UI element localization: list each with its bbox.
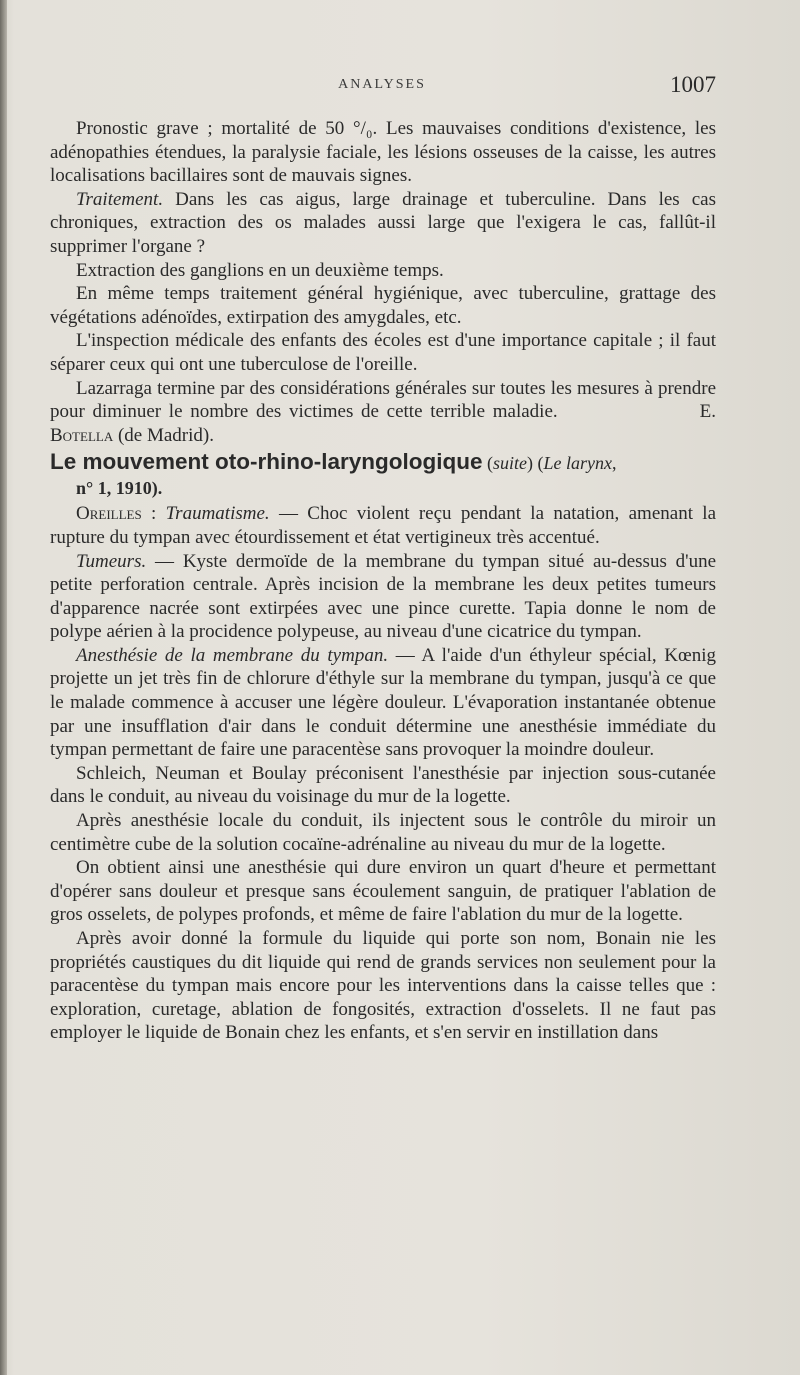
subsection-ears: Oreilles <box>76 503 142 525</box>
traumatism-label: Traumatisme. <box>165 503 270 525</box>
paragraph-text: Extraction des ganglions en un deuxième temps. <box>76 259 444 281</box>
signature-place: (de Madrid). <box>113 424 214 446</box>
book-spine-shadow <box>0 0 7 1375</box>
section-suite <box>483 453 617 473</box>
anesthesia-label: Anesthésie de la membrane du tympan. <box>76 644 389 666</box>
paragraph-text: Pronostic grave ; mortalité de 50 °/₀. Les mauvaises conditions d'existence, les adénopathies étendues, la paralysie faciale, les lésions osseuses de la caisse, les autres localisations bacillaires sont de mauvais signes. <box>50 118 716 187</box>
journal-comma: , <box>611 453 617 474</box>
paragraph-text: — Kyste dermoïde de la membrane du tympan situé au-dessus d'une petite perforation centrale. Après incision de la membrane les deux petites tumeurs d'apparence nacrée sont extirpées avec une pince curette. Tapia donne le nom de polype aérien à la procidence polypeuse, au niveau d'une cicatrice du tympan. <box>50 550 716 643</box>
page-header <box>48 74 716 104</box>
paragraph-schleich <box>50 762 716 809</box>
section-title: Le mouvement oto-rhino-laryngologique <box>50 449 483 475</box>
section-reference: n° 1, 1910). <box>76 478 163 499</box>
section-heading <box>50 449 716 476</box>
suite-label: suite <box>493 453 527 474</box>
paragraph-prognosis <box>50 117 716 188</box>
paragraph-text: Lazarraga termine par des considérations générales sur toutes les mesures à prendre pour diminuer le nombre des victimes de cette terrible maladie. <box>50 377 716 423</box>
signature-initial: E. <box>699 401 716 423</box>
paragraph-local-anesthesia <box>50 809 716 856</box>
paragraph-text: — Choc violent reçu pendant la natation, amenant la rupture du tympan avec étourdissement et état vertigineux très accentué. <box>50 503 717 548</box>
journal-name: Le larynx <box>543 453 612 474</box>
paragraph-treatment <box>50 188 716 259</box>
paren-open: ( <box>482 453 493 474</box>
paragraph-text: On obtient ainsi une anesthésie qui dure environ un quart d'heure et permettant d'opérer sans douleur et presque sans écoulement sanguin, de pratiquer l'ablation de gros osselets, de polypes profonds, et même de faire l'ablation du mur de la logette. <box>50 857 716 926</box>
page-number: 1007 <box>670 72 716 97</box>
paragraph-text: Schleich, Neuman et Boulay préconisent l'anesthésie par injection sous-cutanée dans le conduit, au niveau du voisinage du mur de la logette. <box>50 762 716 808</box>
signature-name: Botella <box>50 424 114 446</box>
paragraph-text: L'inspection médicale des enfants des écoles est d'une importance capitale ; il faut séparer ceux qui ont une tuberculose de l'oreille. <box>50 330 716 375</box>
paragraph-text: En même temps traitement général hygiénique, avec tuberculine, grattage des végétations adénoïdes, extirpation des amygdales, etc. <box>50 283 716 328</box>
paragraph-results <box>50 856 716 927</box>
paragraph-text: Dans les cas aigus, large drainage et tuberculine. Dans les cas chroniques, extraction des os malades aussi large que l'exigera le cas, fallût-il supprimer l'organe ? <box>50 188 716 257</box>
paragraph-general-treatment <box>50 282 716 329</box>
paragraph-text: — A l'aide d'un éthyleur spécial, Kœnig projette un jet très fin de chlorure d'éthyle sur la membrane du tympan, jusqu'à ce que le malade commence à accuser une légère douleur. L'évaporation instantanée obtenue par une insufflation d'air dans le conduit détermine une anesthésie immédiate du tympan permettant de faire une paracentèse sans provoquer la moindre douleur. <box>50 644 716 761</box>
running-title: ANALYSES <box>338 77 426 92</box>
paragraph-anesthesia <box>50 644 716 762</box>
article-body <box>50 117 716 1045</box>
paragraph-extraction <box>50 259 716 283</box>
paragraph-inspection <box>50 329 716 376</box>
paragraph-conclusion <box>50 377 716 448</box>
paragraph-bonain <box>50 927 716 1045</box>
paragraph-text: Après avoir donné la formule du liquide qui porte son nom, Bonain nie les propriétés caustiques du dit liquide qui rend de grands services non seulement pour la paracentèse du tympan mais encore pour les interventions dans la caisse telles que : exploration, curetage, ablation de fongosités, extraction d'osselets. Il ne faut pas employer le liquide de Bonain chez les enfants, et s'en servir en instillation dans <box>50 928 716 1044</box>
paren-close: ) ( <box>527 453 544 474</box>
paragraph-traumatism <box>50 502 716 549</box>
tumors-label: Tumeurs. <box>76 550 147 572</box>
treatment-label: Traitement. <box>76 188 164 210</box>
paragraph-text: Après anesthésie locale du conduit, ils injectent sous le contrôle du miroir un centimètre cube de la solution cocaïne-adrénaline au niveau du mur de la logette. <box>50 810 716 855</box>
separator: : <box>141 503 166 525</box>
paragraph-tumors <box>50 550 716 644</box>
